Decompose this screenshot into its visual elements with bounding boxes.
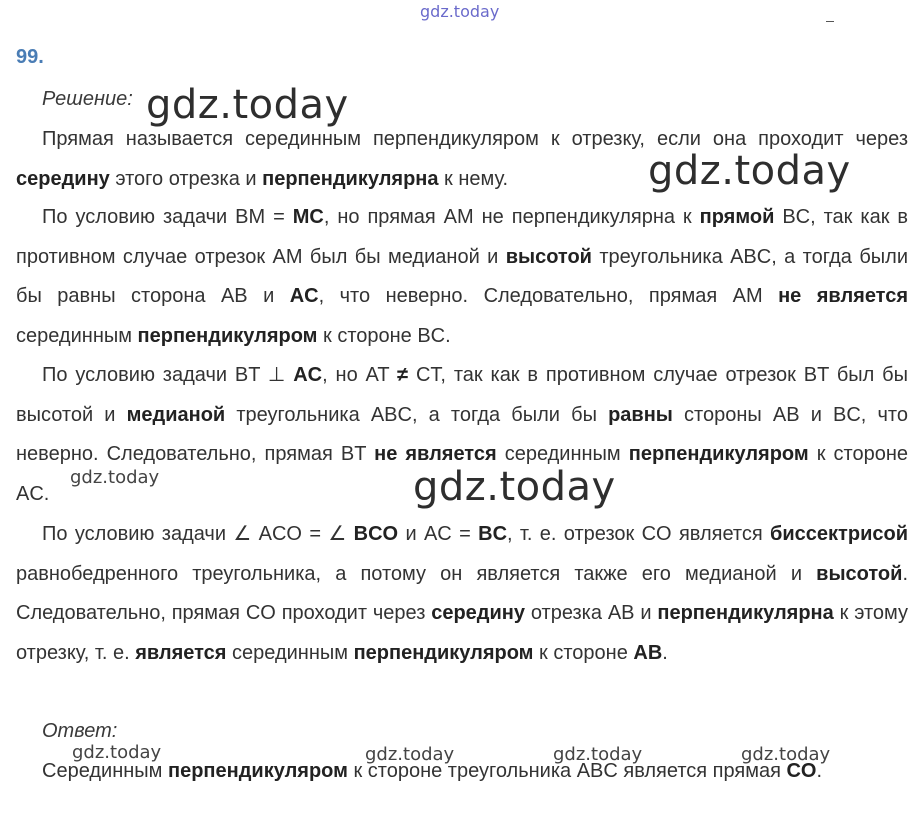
bold-term: является (135, 641, 227, 664)
bold-term: AC (293, 364, 323, 386)
decorative-dash (826, 21, 834, 22)
watermark-large: gdz.today (146, 82, 349, 128)
bold-term: медианой (126, 403, 226, 426)
bold-term: перпендикуляром (353, 641, 534, 664)
paragraph-altitude-bt (16, 356, 908, 514)
paragraph-definition (16, 120, 908, 199)
bold-term: высотой (505, 245, 592, 268)
paragraph-median-am (16, 198, 908, 356)
text-run: отрезка AB и (525, 602, 658, 624)
text-run: серединным (496, 443, 629, 465)
text-run: , т. е. отрезок CO является (507, 523, 771, 545)
watermark-large: gdz.today (413, 464, 616, 510)
solution-label: Решение: (42, 88, 133, 110)
bold-term: перпендикуляром (137, 324, 318, 347)
bold-term: AB (633, 641, 663, 664)
text-run: треугольника ABC, а тогда были бы (225, 403, 609, 426)
text-run: равнобедренного треугольника, а потому он является также его медианой и (16, 562, 817, 585)
paragraph-answer (16, 752, 908, 792)
text-run: , что неверно. Следовательно, прямая AM (318, 285, 779, 307)
text-run: к стороне AC. (16, 443, 908, 505)
bold-term: BCO (353, 523, 399, 545)
text-run: CT, так как в противном случае отрезок BT был бы высотой и (16, 364, 909, 426)
text-run: к этому отрезку, т. е. (16, 602, 908, 664)
text-run: к стороне (533, 641, 634, 664)
watermark-small: gdz.today (741, 744, 831, 765)
text-run: серединным (16, 324, 138, 347)
bold-term: середину (431, 602, 525, 624)
bold-term: перпендикуляром (628, 443, 809, 465)
bold-term: перпендикуляром (168, 760, 348, 782)
text-run: . (816, 760, 823, 782)
watermark-small: gdz.today (365, 744, 455, 765)
text-run: к стороне BC. (317, 324, 451, 347)
bold-term: не является (374, 443, 497, 465)
text-run: Серединным (42, 760, 168, 782)
text-run: По условию задачи ∠ ACO = ∠ (42, 523, 354, 545)
text-run: По условию задачи BT ⊥ (42, 364, 294, 386)
bold-term: BC (478, 523, 508, 545)
text-run: , но прямая AM не перпендикулярна к (323, 206, 700, 228)
text-run: По условию задачи BM = (42, 206, 293, 228)
bold-term: MC (292, 206, 324, 228)
paragraph-bisector-co (16, 515, 908, 673)
bold-term: перпендикулярна (262, 167, 439, 190)
watermark-small: gdz.today (553, 744, 643, 765)
problem-number: 99. (16, 46, 44, 68)
text-run: . Следовательно, прямая CO проходит через (16, 562, 908, 624)
text-run: этого отрезка и (109, 167, 263, 190)
text-run: и AC = (398, 523, 479, 545)
watermark-small: gdz.today (70, 467, 160, 488)
text-run: к стороне треугольника ABC является прямая (347, 760, 787, 782)
bold-term: середину (16, 167, 110, 190)
text-run: стороны AB и BC, что неверно. Следовательно, прямая BT (16, 403, 908, 465)
bold-term: AC (289, 285, 319, 307)
bold-term: равны (608, 403, 673, 426)
bold-term: прямой (699, 206, 775, 228)
bold-term: ≠ (397, 364, 409, 386)
answer-label: Ответ: (42, 720, 118, 742)
bold-term: CO (786, 760, 817, 782)
watermark-large: gdz.today (648, 148, 851, 194)
text-run: треугольника ABC, а тогда были бы равны сторона AB и (16, 245, 908, 307)
bold-term: не является (778, 285, 908, 307)
bold-term: высотой (816, 562, 903, 585)
text-run: , но AT (322, 364, 398, 386)
text-run: . (662, 641, 668, 664)
text-run: к нему. (438, 167, 509, 190)
text-run: серединным (226, 641, 354, 664)
bold-term: перпендикулярна (657, 602, 834, 624)
text-run: BC, так как в противном случае отрезок AM был бы медианой и (16, 206, 909, 268)
bold-term: биссектрисой (770, 523, 908, 545)
watermark-small: gdz.today (72, 742, 162, 763)
watermark-top: gdz.today (420, 2, 500, 21)
text-run: Прямая называется серединным перпендикуляром к отрезку, если она проходит через (42, 128, 908, 150)
